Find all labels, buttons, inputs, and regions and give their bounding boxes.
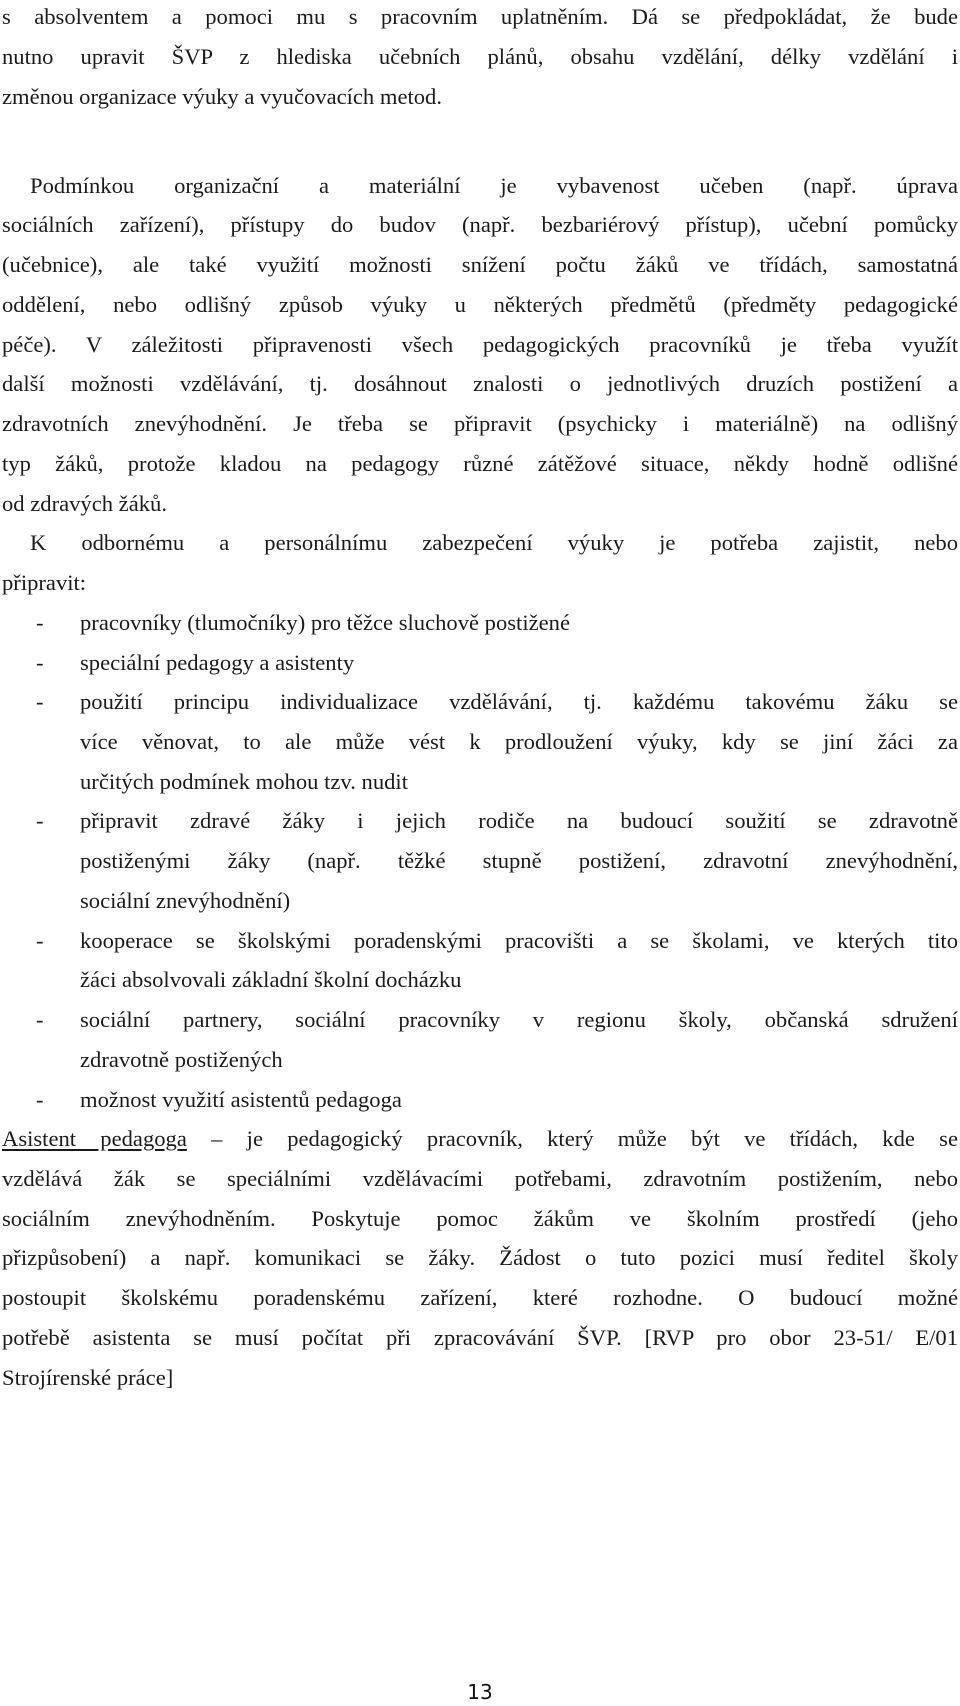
paragraph-line: vzdělává žák se speciálními vzdělávacími potřebami, zdravotním postižením, nebo	[2, 1166, 958, 1191]
list-item-line: použití principu individualizace vzdělávání, tj. každému takovému žáku se	[80, 689, 958, 714]
list-item-line: možnost využití asistentů pedagoga	[80, 1087, 402, 1112]
list-item-line: sociální znevýhodnění)	[80, 888, 291, 913]
list-item-line: zdravotně postižených	[80, 1047, 283, 1072]
list-dash: -	[36, 928, 44, 953]
list-item-line: určitých podmínek mohou tzv. nudit	[80, 769, 408, 794]
list-item-line: sociální partnery, sociální pracovníky v regionu školy, občanská sdružení	[80, 1007, 958, 1032]
list-dash: -	[36, 650, 44, 675]
paragraph-line: Strojírenské práce]	[2, 1365, 174, 1390]
paragraph-line: zdravotních znevýhodnění. Je třeba se připravit (psychicky i materiálně) na odlišný	[2, 411, 958, 436]
paragraph-line: nutno upravit ŠVP z hlediska učebních plánů, obsahu vzdělání, délky vzdělání i	[2, 44, 958, 69]
paragraph-line: připravit:	[2, 570, 87, 595]
list-item-line: postiženými žáky (např. těžké stupně postižení, zdravotní znevýhodnění,	[80, 848, 958, 873]
list-item-line: připravit zdravé žáky i jejich rodiče na budoucí soužití se zdravotně	[80, 808, 958, 833]
paragraph-line	[2, 1124, 958, 1154]
paragraph-line: přizpůsobení) a např. komunikaci se žáky. Žádost o tuto pozici musí ředitel školy	[2, 1245, 958, 1270]
paragraph-line: Podmínkou organizační a materiální je vybavenost učeben (např. úprava	[30, 173, 958, 198]
paragraph-line: K odbornému a personálnímu zabezpečení výuky je potřeba zajistit, nebo	[30, 530, 958, 555]
list-dash: -	[36, 1007, 44, 1032]
list-dash: -	[36, 610, 44, 635]
page-number: 13	[467, 1680, 493, 1704]
paragraph-line: sociálním znevýhodněním. Poskytuje pomoc žákům ve školním prostředí (jeho	[2, 1206, 958, 1231]
list-item-line: více věnovat, to ale může vést k prodloužení výuky, kdy se jiní žáci za	[80, 729, 958, 754]
paragraph-line: změnou organizace výuky a vyučovacích metod.	[2, 84, 442, 109]
paragraph-line: (učebnice), ale také využití možnosti snížení počtu žáků ve třídách, samostatná	[2, 252, 958, 277]
paragraph-line: postoupit školskému poradenskému zařízení, které rozhodne. O budoucí možné	[2, 1285, 958, 1310]
paragraph-line: péče). V záležitosti připravenosti všech pedagogických pracovníků je třeba využít	[2, 332, 958, 357]
paragraph-line: potřebě asistenta se musí počítat při zpracovávání ŠVP. [RVP pro obor 23-51/ E/01	[2, 1325, 958, 1350]
list-item-line: pracovníky (tlumočníky) pro těžce sluchově postižené	[80, 610, 570, 635]
paragraph-line: od zdravých žáků.	[2, 491, 167, 516]
assistant-term: Asistent pedagoga	[2, 1126, 187, 1151]
paragraph-line: s absolventem a pomoci mu s pracovním uplatněním. Dá se předpokládat, že bude	[2, 4, 958, 29]
paragraph-line: oddělení, nebo odlišný způsob výuky u některých předmětů (předměty pedagogické	[2, 292, 958, 317]
list-item-line: žáci absolvovali základní školní docházku	[80, 967, 462, 992]
list-dash: -	[36, 808, 44, 833]
assistant-definition-start: – je pedagogický pracovník, který může být ve třídách, kde se	[186, 1126, 958, 1151]
list-item-line: speciální pedagogy a asistenty	[80, 650, 355, 675]
paragraph-line: další možnosti vzdělávání, tj. dosáhnout znalosti o jednotlivých druzích postižení a	[2, 371, 958, 396]
list-item-line: kooperace se školskými poradenskými pracovišti a se školami, ve kterých tito	[80, 928, 958, 953]
list-dash: -	[36, 689, 44, 714]
paragraph-line: typ žáků, protože kladou na pedagogy různé zátěžové situace, někdy hodně odlišné	[2, 451, 958, 476]
list-dash: -	[36, 1087, 44, 1112]
paragraph-line: sociálních zařízení), přístupy do budov (např. bezbariérový přístup), učební pomůcky	[2, 212, 958, 237]
